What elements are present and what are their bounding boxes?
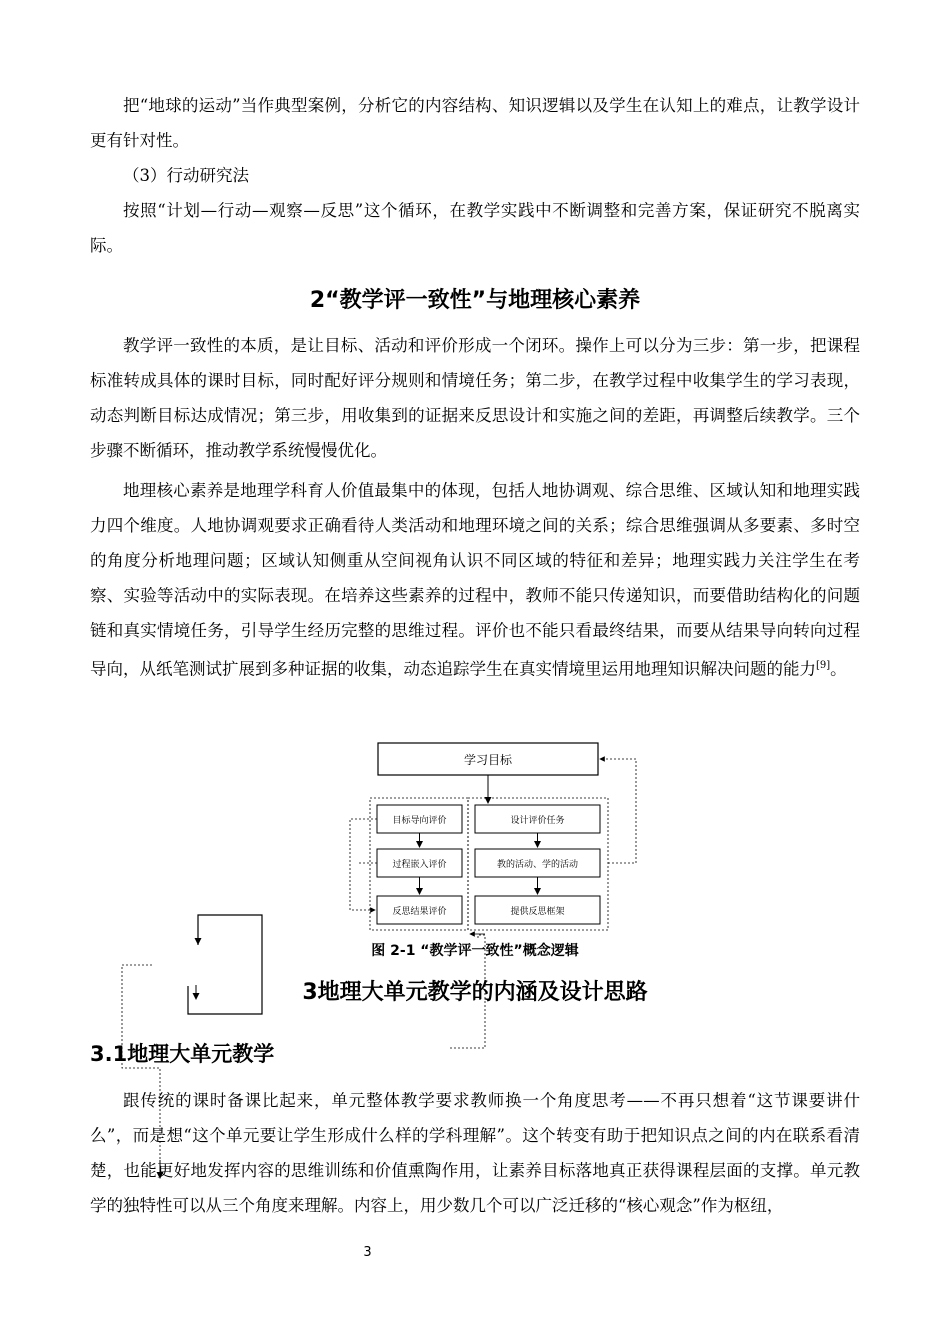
section-heading-3-1: 3.1地理大单元教学 [90, 1042, 275, 1066]
page-number: 3 [363, 1245, 372, 1260]
learning-goal-label: 学习目标 [463, 753, 513, 767]
svg-text:反思结果评价: 反思结果评价 [392, 907, 447, 917]
svg-text:提供反思框架: 提供反思框架 [510, 907, 565, 917]
paragraph-consistency: 教学评一致性的本质，是让目标、活动和评价形成一个闭环。操作上可以分为三步：第一步，把课程标准转成具体的课时目标，同时配好评分规则和情境任务；第二步，在教学过程中收集学生的学习表现，动态判断目标达成情况；第三步，用收集到的证据来反思设计和实施之间的差距，再调整后续教学。三个步骤不断循环，推动教学系统慢慢优化。 [90, 336, 860, 460]
paragraph-unit-teaching: 跟传统的课时备课比起来，单元整体教学要求教师换一个角度思考——不再只想着“这节课要讲什么”，而是想“这个单元要让学生形成什么样的学科理解”。这个转变有助于把知识点之间的内在联系看清楚，也能更好地发挥内容的思维训练和价值熏陶作用，让素养目标落地真正获得课程层面的支撑。单元教学的独特性可以从三个角度来理解。内容上，用少数几个可以广泛迁移的“核心观念”作为枢纽， [90, 1091, 860, 1215]
svg-text:设计评价任务: 设计评价任务 [510, 816, 565, 826]
svg-text:目标导向评价: 目标导向评价 [392, 816, 447, 826]
paragraph-action-research-title: （3）行动研究法 [123, 166, 249, 185]
svg-text:过程嵌入评价: 过程嵌入评价 [392, 860, 447, 870]
svg-text:教的活动、学的活动: 教的活动、学的活动 [496, 860, 579, 870]
figure-caption: 图 2-1 “教学评一致性”概念逻辑 [371, 943, 579, 959]
citation-ref: [9] [816, 660, 831, 671]
section-heading-3: 3地理大单元教学的内涵及设计思路 [302, 980, 648, 1005]
paragraph-core-literacy: 地理核心素养是地理学科育人价值最集中的体现，包括人地协调观、综合思维、区域认知和地理实践力四个维度。人地协调观要求正确看待人类活动和地理环境之间的关系；综合思维强调从多要素、多时空的角度分析地理问题；区域认知侧重从空间视角认识不同区域的特征和差异；地理实践力关注学生在考察、实验等活动中的实际表现。在培养这些素养的过程中，教师不能只传递知识，而要借助结构化的问题链和真实情境任务，引导学生经历完整的思维过程。评价也不能只看最终结果，而要从结果导向转向过程导向，从纸笔测试扩展到多种证据的收集，动态追踪学生在真实情境里运用地理知识解决问题的能力[9]。 [90, 481, 860, 679]
section-heading-2: 2“教学评一致性”与地理核心素养 [309, 288, 641, 313]
paragraph-action-research: 按照“计划—行动—观察—反思”这个循环，在教学实践中不断调整和完善方案，保证研究不脱离实际。 [90, 201, 860, 255]
paragraph-case-study: 把“地球的运动”当作典型案例，分析它的内容结构、知识逻辑以及学生在认知上的难点，让教学设计更有针对性。 [90, 96, 860, 150]
